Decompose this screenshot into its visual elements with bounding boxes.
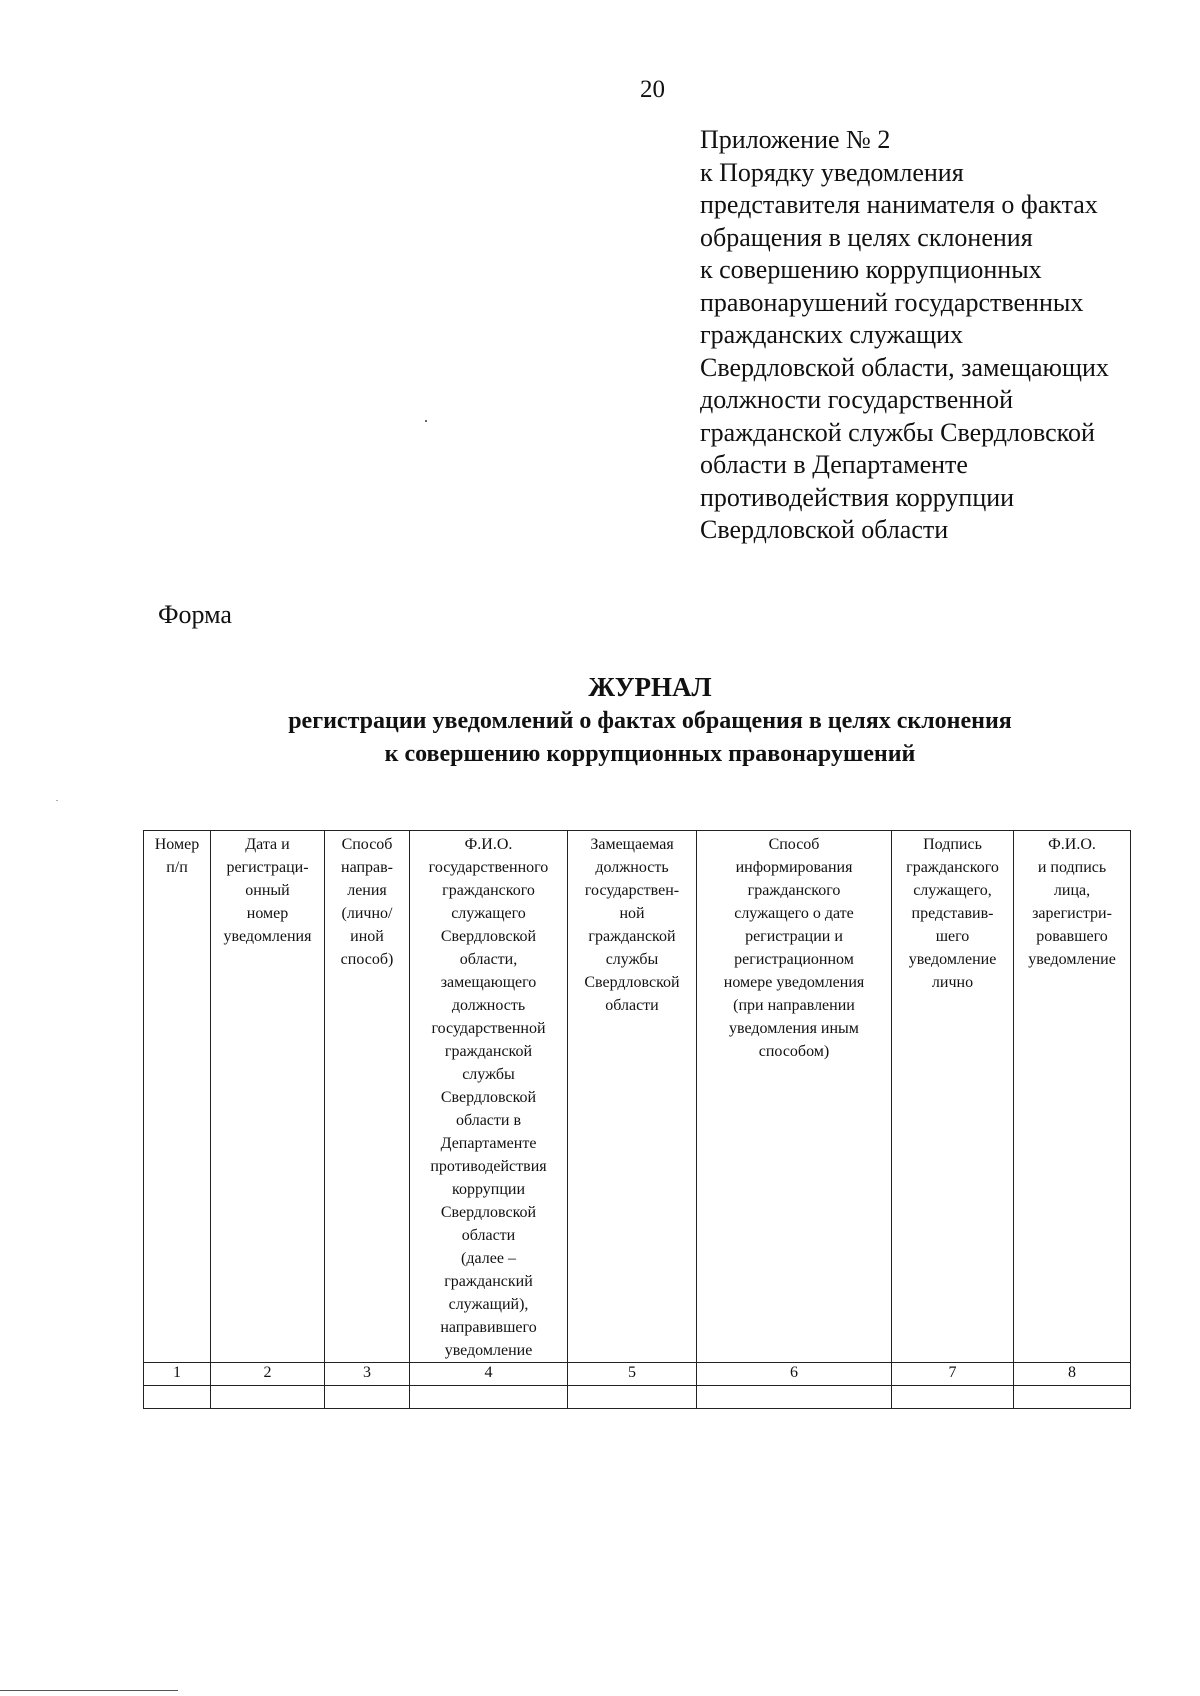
column-header-line: государственного xyxy=(428,859,549,876)
appendix-line: области в Департаменте xyxy=(700,450,968,479)
appendix-line: к совершению коррупционных xyxy=(700,255,1042,284)
column-header-line: ной xyxy=(619,905,645,922)
column-header-line: должность xyxy=(451,997,526,1014)
appendix-line: к Порядку уведомления xyxy=(700,157,964,187)
appendix-line: должности государственной xyxy=(700,385,1014,414)
journal-subtitle-line: к совершению коррупционных правонарушений xyxy=(384,741,916,767)
column-header-line: гражданской xyxy=(588,928,676,945)
column-header-2 xyxy=(211,831,325,1363)
column-header-line: способом) xyxy=(758,1043,830,1060)
column-header-line: служащий), xyxy=(448,1296,529,1313)
journal-title: ЖУРНАЛ xyxy=(588,672,712,702)
column-number-cell: 6 xyxy=(697,1363,892,1386)
column-header-line: служащего о дате xyxy=(734,905,854,922)
column-header-line: (при направлении xyxy=(733,997,855,1014)
scan-speck xyxy=(425,420,427,422)
column-number-cell: 5 xyxy=(568,1363,697,1386)
column-header-line: направившего xyxy=(440,1319,537,1336)
column-header-3 xyxy=(325,831,410,1363)
column-header-line: службы xyxy=(605,951,659,968)
column-header-line: служащего xyxy=(451,905,526,922)
entry-cell[interactable] xyxy=(892,1386,1014,1409)
column-header-line: уведомление xyxy=(444,1342,533,1359)
appendix-line: противодействия коррупции xyxy=(700,482,1015,512)
column-header-line: гражданского xyxy=(747,882,841,899)
column-header-line: области в xyxy=(455,1112,522,1129)
column-header-line: коррупции xyxy=(452,1181,525,1198)
column-header-7 xyxy=(892,831,1014,1363)
column-header-line: ления xyxy=(347,882,387,899)
column-header-line: гражданской xyxy=(444,1043,533,1060)
column-header-line: гражданского xyxy=(906,859,999,876)
column-header-line: представив- xyxy=(911,905,994,922)
column-header-line: (далее – xyxy=(461,1250,516,1267)
appendix-line: Свердловской области, замещающих xyxy=(700,352,1109,382)
column-header-line: противодействия xyxy=(430,1158,547,1175)
column-header-line: Способ xyxy=(768,836,820,853)
footer-rule xyxy=(0,1690,178,1691)
column-number-cell: 8 xyxy=(1014,1363,1131,1386)
column-header-line: области, xyxy=(459,951,518,968)
scan-speck xyxy=(56,800,58,801)
appendix-line: обращения в целях склонения xyxy=(700,222,1033,252)
column-header-line: регистрации и xyxy=(745,928,843,945)
column-header-line: уведомления xyxy=(223,928,312,945)
column-header-line: Номер xyxy=(154,836,200,853)
column-header-line: замещающего xyxy=(440,974,537,991)
journal-table xyxy=(143,830,1131,1409)
column-header-line: гражданского xyxy=(442,882,535,899)
appendix-line: гражданских служащих xyxy=(700,320,964,349)
column-number-cell: 4 xyxy=(410,1363,568,1386)
column-header-line: лично xyxy=(931,974,974,991)
column-header-line: (лично/ xyxy=(341,905,393,922)
column-header-line: гражданский xyxy=(444,1273,533,1290)
column-header-line: информирования xyxy=(735,859,853,876)
column-header-line: способ) xyxy=(340,951,394,968)
column-header-line: Способ xyxy=(341,836,393,853)
column-header-line: регистраци- xyxy=(226,859,309,876)
appendix-line: представителя нанимателя о фактах xyxy=(700,190,1098,219)
column-header-line: номере уведомления xyxy=(723,974,865,991)
column-header-line: уведомление xyxy=(908,951,997,968)
column-header-line: Свердловской xyxy=(584,974,680,991)
column-header-6 xyxy=(697,831,892,1363)
column-number-cell: 3 xyxy=(325,1363,410,1386)
column-header-line: регистрационном xyxy=(734,951,854,968)
column-header-line: Замещаемая xyxy=(590,836,674,853)
column-header-line: Свердловской xyxy=(440,928,537,945)
column-header-line: и подпись xyxy=(1037,859,1107,876)
column-header-line: направ- xyxy=(341,859,393,876)
column-header-1 xyxy=(144,831,211,1363)
column-header-line: шего xyxy=(935,928,970,945)
column-header-line: Ф.И.О. xyxy=(464,836,513,853)
journal-subtitle-line: регистрации уведомлений о фактах обращения в целях склонения xyxy=(288,708,1012,734)
appendix-line: гражданской службы Свердловской xyxy=(700,417,1095,447)
header-row xyxy=(144,831,1131,1363)
column-header-line: п/п xyxy=(166,859,188,876)
entry-cell[interactable] xyxy=(410,1386,568,1409)
column-header-line: Ф.И.О. xyxy=(1048,836,1096,853)
column-header-line: номер xyxy=(246,905,289,922)
column-header-line: ровавшего xyxy=(1036,928,1108,945)
entry-cell[interactable] xyxy=(568,1386,697,1409)
column-header-5 xyxy=(568,831,697,1363)
column-header-line: Свердловской xyxy=(440,1089,537,1106)
entry-cell[interactable] xyxy=(1014,1386,1131,1409)
entry-cell[interactable] xyxy=(144,1386,211,1409)
appendix-line: Свердловской области xyxy=(700,515,949,544)
column-header-line: онный xyxy=(245,882,290,899)
column-number-row xyxy=(144,1363,1131,1386)
column-header-line: зарегистри- xyxy=(1032,905,1112,922)
column-header-line: уведомление xyxy=(1028,951,1116,968)
column-header-line: уведомления иным xyxy=(729,1020,859,1037)
column-header-line: государствен- xyxy=(584,882,680,899)
column-header-line: службы xyxy=(462,1066,515,1083)
page-number: 20 xyxy=(640,76,665,103)
empty-entry-row xyxy=(144,1386,1131,1409)
column-header-line: Подпись xyxy=(923,836,982,853)
column-number-cell: 2 xyxy=(211,1363,325,1386)
column-header-line: Дата и xyxy=(245,836,290,853)
entry-cell[interactable] xyxy=(325,1386,410,1409)
journal-subtitle xyxy=(150,705,1150,771)
column-header-line: области xyxy=(461,1227,516,1244)
form-label: Форма xyxy=(158,600,232,629)
column-header-line: государственной xyxy=(431,1020,546,1037)
column-number-cell: 7 xyxy=(892,1363,1014,1386)
appendix-line: правонарушений государственных xyxy=(700,287,1084,317)
column-header-line: Свердловской xyxy=(440,1204,537,1221)
column-header-line: иной xyxy=(350,928,384,945)
appendix-block xyxy=(700,124,1170,547)
column-header-line: служащего, xyxy=(913,882,992,899)
column-number-cell: 1 xyxy=(144,1363,211,1386)
column-header-line: должность xyxy=(595,859,669,876)
column-header-line: лица, xyxy=(1053,882,1091,899)
appendix-line: Приложение № 2 xyxy=(700,125,891,154)
column-header-line: области xyxy=(605,997,659,1014)
column-header-4 xyxy=(410,831,568,1363)
column-header-line: Департаменте xyxy=(440,1135,537,1152)
entry-cell[interactable] xyxy=(211,1386,325,1409)
entry-cell[interactable] xyxy=(697,1386,892,1409)
column-header-8 xyxy=(1014,831,1131,1363)
